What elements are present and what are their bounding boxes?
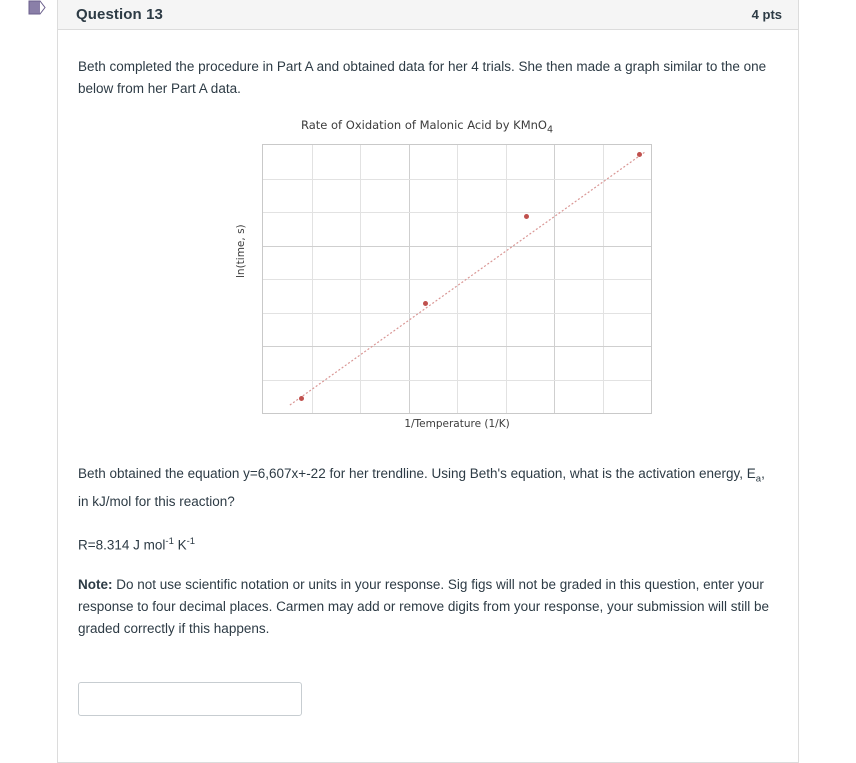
points-badge: 4 pts (751, 7, 782, 22)
data-point (524, 214, 529, 219)
activation-energy-subscript: a (755, 473, 762, 485)
flag-icon[interactable] (28, 0, 46, 18)
scatter-chart (177, 118, 677, 463)
chart-title (177, 118, 677, 135)
gas-constant-sup1: -1 (165, 535, 174, 547)
data-point (637, 152, 642, 157)
chart-container (78, 118, 776, 463)
question-header (58, 0, 798, 30)
question-card (57, 0, 799, 763)
intro-text: Beth completed the procedure in Part A and obtained data for her 4 trials. She then made a graph similar to the one below from her Part A data. (78, 59, 767, 96)
page-title: Question 13 (76, 6, 163, 23)
gas-constant-prefix: R=8.314 J mol (78, 537, 166, 553)
question-text (78, 463, 776, 513)
chart-title-text: Rate of Oxidation of Malonic Acid by KMnO (301, 118, 547, 132)
gas-constant-mid: K (173, 537, 187, 553)
chart-x-axis-label: 1/Temperature (1/K) (404, 418, 510, 430)
gas-constant-line (78, 531, 776, 557)
note-label: Note: (78, 577, 113, 593)
question-body (58, 30, 798, 716)
trendline (263, 145, 651, 413)
chart-y-axis-label: ln(time, s) (235, 224, 247, 278)
note-body: Do not use scientific notation or units in your response. Sig figs will not be graded in this question, enter your response to four decimal places. Carmen may add or remove digits from your response, your submission will still be graded correctly if this happens. (78, 577, 770, 637)
answer-input[interactable] (78, 682, 302, 716)
question-text-part3: , in kJ/mol for this reaction? (78, 466, 765, 509)
chart-plot-area (262, 144, 652, 414)
question-text-part2: energy, E (699, 466, 756, 481)
chart-title-subscript: 4 (546, 124, 553, 136)
gas-constant-sup2: -1 (186, 535, 196, 547)
question-text-part1: Beth obtained the equation y=6,607x+-22 for her trendline. Using Beth's equation, what is the activation (78, 466, 699, 481)
note-text (78, 574, 776, 640)
